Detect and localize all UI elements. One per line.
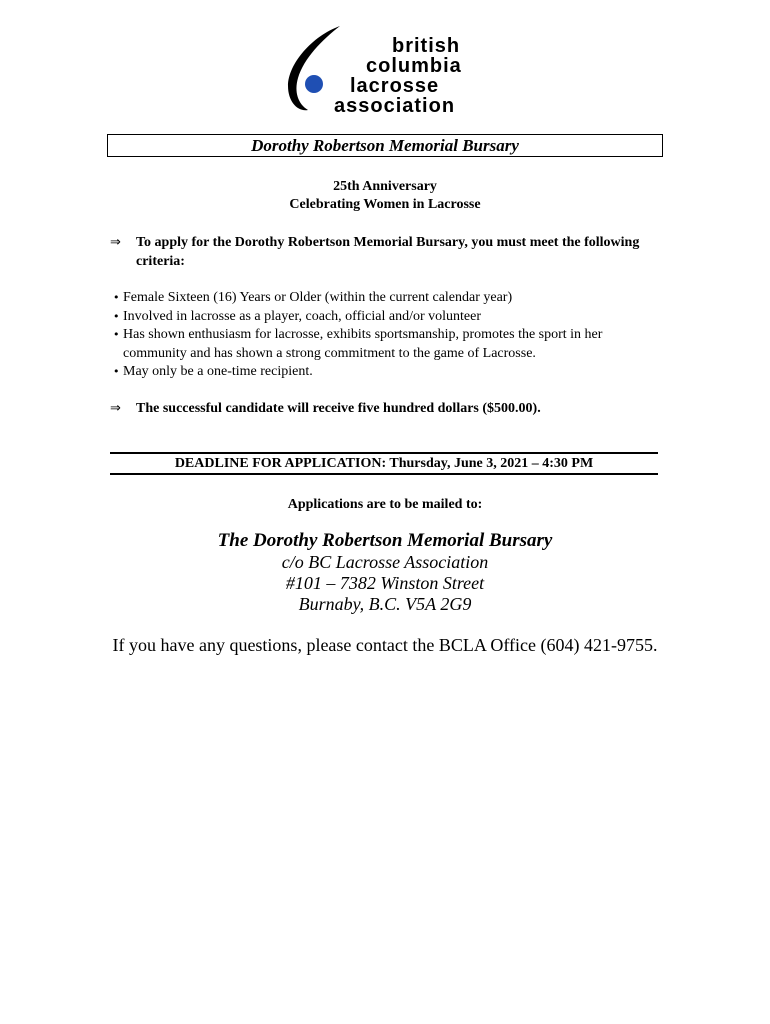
deadline-text: DEADLINE FOR APPLICATION: Thursday, June 3, 2021 – 4:30 PM bbox=[174, 456, 594, 471]
logo-line: columbia bbox=[366, 55, 462, 77]
criteria-item-text: Has shown enthusiasm for lacrosse, exhibits sportsmanship, promotes the sport in her community and has shown a strong commitment to the game of Lacrosse. bbox=[123, 327, 603, 361]
bcla-logo bbox=[282, 24, 492, 117]
subtitle-anniversary: 25th Anniversary bbox=[333, 179, 437, 194]
divider bbox=[110, 452, 658, 454]
address-line: #101 – 7382 Winston Street bbox=[285, 573, 485, 593]
bullet-icon: • bbox=[113, 328, 120, 341]
address-line: Burnaby, B.C. V5A 2G9 bbox=[298, 594, 472, 614]
criteria-item-text: May only be a one-time recipient. bbox=[123, 364, 313, 379]
divider bbox=[110, 473, 658, 475]
criteria-intro-text: To apply for the Dorothy Robertson Memorial Bursary, you must meet the following criteria: bbox=[136, 235, 640, 269]
bullet-icon: • bbox=[113, 365, 120, 378]
address-name: The Dorothy Robertson Memorial Bursary bbox=[217, 530, 553, 551]
logo-line: british bbox=[392, 35, 461, 57]
list-item bbox=[113, 308, 658, 327]
list-item bbox=[113, 363, 658, 382]
arrow-icon: ⇒ bbox=[110, 235, 121, 250]
subtitle-celebrating: Celebrating Women in Lacrosse bbox=[289, 197, 481, 212]
award-text: The successful candidate will receive five hundred dollars ($500.00). bbox=[136, 401, 541, 416]
bullet-icon: • bbox=[113, 309, 120, 323]
mailed-to-heading: Applications are to be mailed to: bbox=[287, 497, 483, 512]
bullet-icon: • bbox=[113, 291, 120, 304]
list-item bbox=[113, 289, 658, 308]
contact-info: If you have any questions, please contact the BCLA Office (604) 421-9755. bbox=[112, 635, 658, 655]
logo-wordmark bbox=[334, 36, 462, 116]
criteria-list bbox=[113, 289, 658, 382]
address-line: c/o BC Lacrosse Association bbox=[281, 552, 489, 572]
document-title: Dorothy Robertson Memorial Bursary bbox=[107, 134, 663, 157]
logo-line: lacrosse bbox=[350, 75, 440, 97]
criteria-item-text: Female Sixteen (16) Years or Older (within the current calendar year) bbox=[123, 290, 513, 305]
list-item bbox=[113, 326, 658, 363]
criteria-item-text: Involved in lacrosse as a player, coach, official and/or volunteer bbox=[123, 308, 481, 324]
arrow-icon: ⇒ bbox=[110, 401, 121, 416]
logo-line: association bbox=[334, 95, 456, 117]
